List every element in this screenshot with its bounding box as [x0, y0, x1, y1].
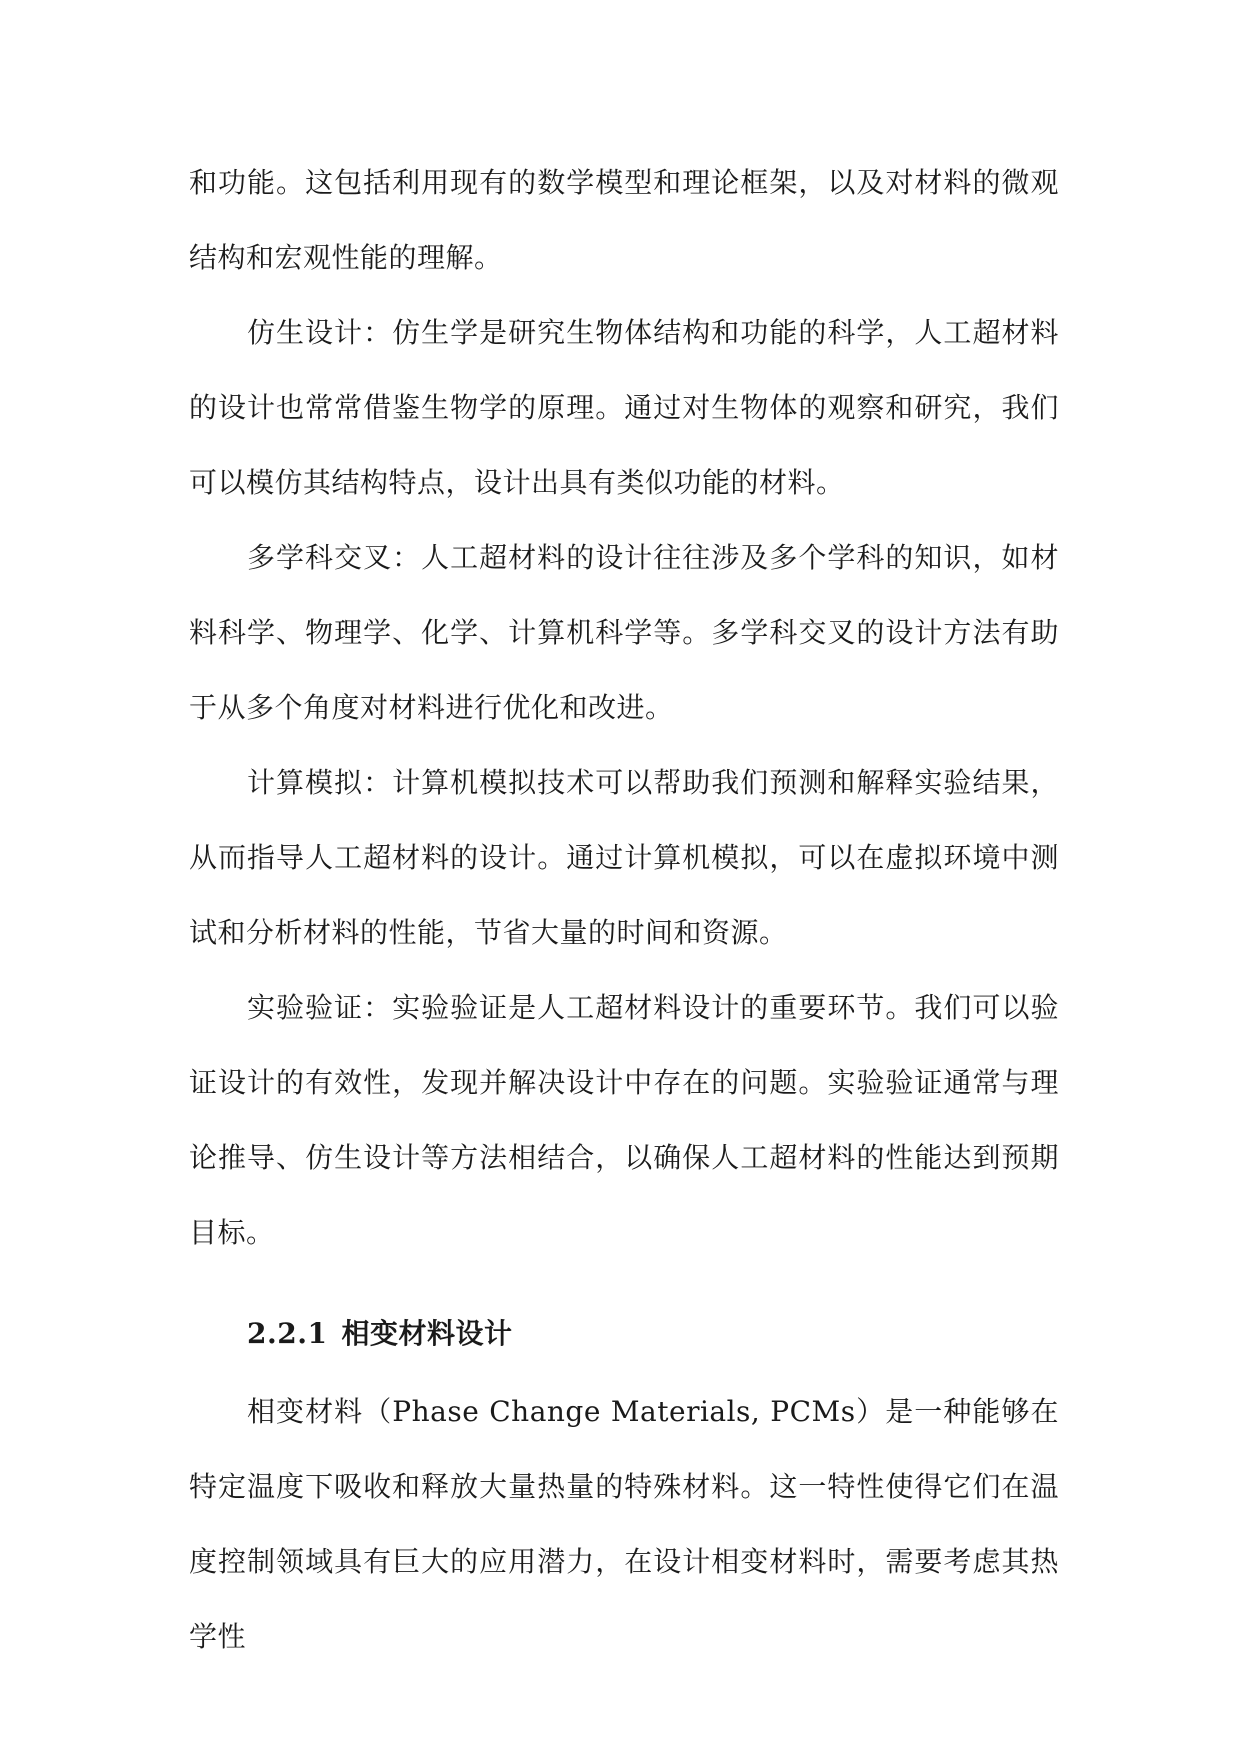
- section-title: 相变材料设计: [341, 1317, 513, 1350]
- body-paragraph-bionic-design: 仿生设计：仿生学是研究生物体结构和功能的科学，人工超材料的设计也常常借鉴生物学的原理。通过对生物体的观察和研究，我们可以模仿其结构特点，设计出具有类似功能的材料。: [189, 316, 1059, 499]
- section-heading: [189, 1294, 1059, 1374]
- section-number: 2.2.1: [247, 1317, 328, 1350]
- body-paragraph-experimental-validation: 实验验证：实验验证是人工超材料设计的重要环节。我们可以验证设计的有效性，发现并解决设计中存在的问题。实验验证通常与理论推导、仿生设计等方法相结合，以确保人工超材料的性能达到预期目标。: [189, 991, 1059, 1249]
- body-paragraph-interdisciplinary: 多学科交叉：人工超材料的设计往往涉及多个学科的知识，如材料科学、物理学、化学、计算机科学等。多学科交叉的设计方法有助于从多个角度对材料进行优化和改进。: [189, 541, 1059, 724]
- body-paragraph-computational-simulation: 计算模拟：计算机模拟技术可以帮助我们预测和解释实验结果，从而指导人工超材料的设计。通过计算机模拟，可以在虚拟环境中测试和分析材料的性能，节省大量的时间和资源。: [189, 766, 1059, 949]
- body-paragraph-1: 和功能。这包括利用现有的数学模型和理论框架，以及对材料的微观结构和宏观性能的理解。: [189, 166, 1059, 274]
- body-paragraph-phase-change: 相变材料（Phase Change Materials, PCMs）是一种能够在特定温度下吸收和释放大量热量的特殊材料。这一特性使得它们在温度控制领域具有巨大的应用潜力，在设计相变材料时，需要考虑其热学性: [189, 1395, 1059, 1653]
- document-body: [189, 145, 1059, 1674]
